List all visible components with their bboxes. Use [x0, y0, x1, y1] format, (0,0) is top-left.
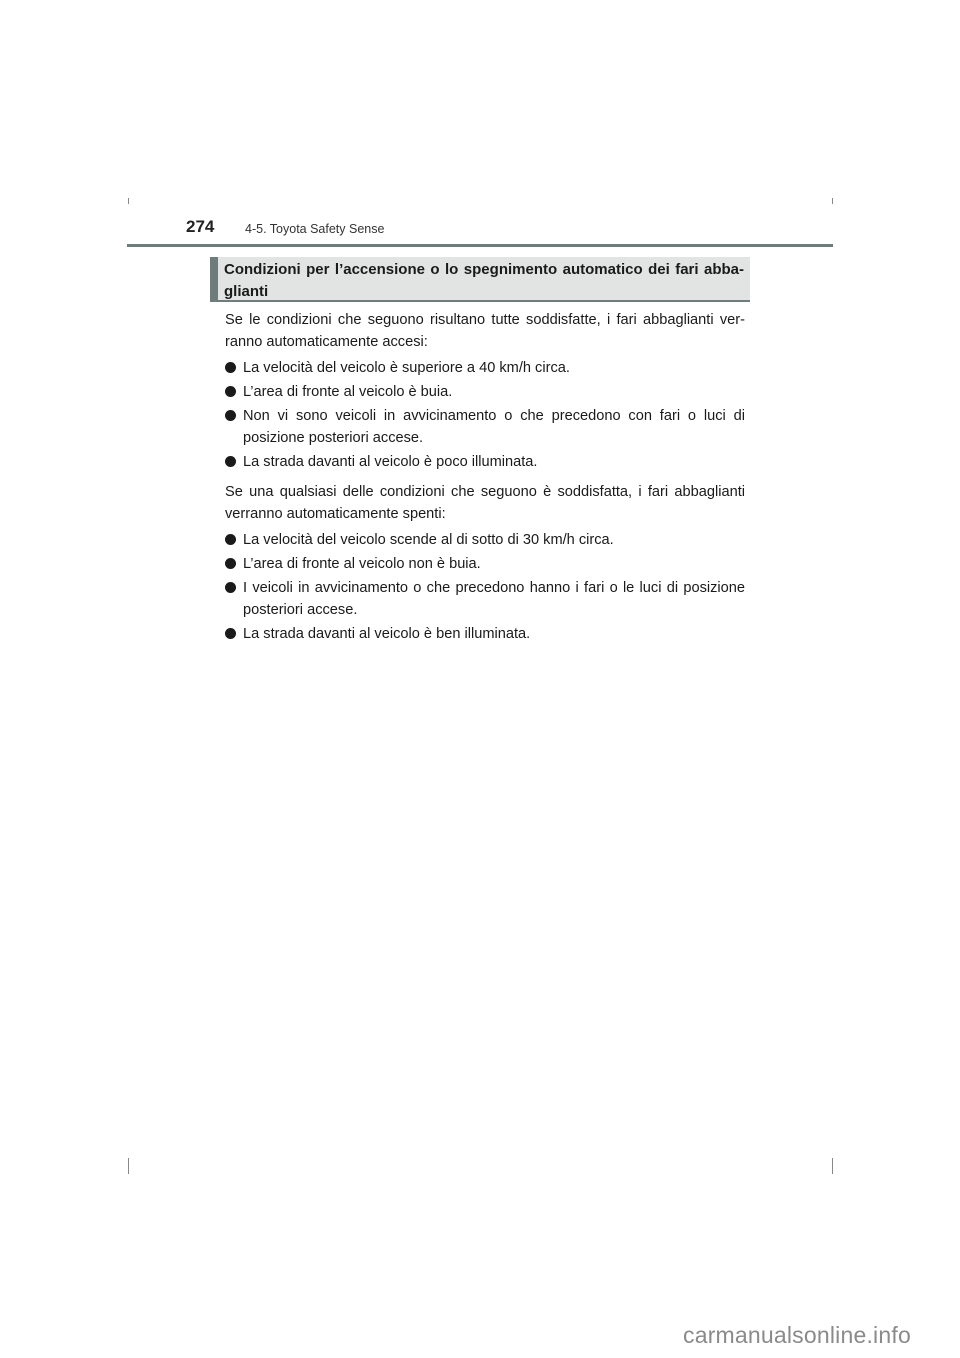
off-conditions-list [225, 529, 745, 645]
watermark: carmanualsonline.info [683, 1322, 911, 1348]
bullet-icon [225, 558, 236, 569]
bullet-icon [225, 582, 236, 593]
crop-mark-top-left [128, 198, 129, 204]
bullet-icon [225, 410, 236, 421]
list-item: I veicoli in avvicinamento o che precedono hanno i fari o le luci di posizione posteriori accese. [225, 577, 745, 621]
section-heading-box [210, 257, 750, 302]
on-conditions-list [225, 357, 745, 473]
crop-mark-bottom-right [832, 1158, 833, 1174]
heading-title: Condizioni per l’accensione o lo spegnimento automatico dei fari abba-glianti [224, 261, 744, 300]
crop-mark-bottom-left [128, 1158, 129, 1174]
page-number: 274 [186, 217, 215, 236]
list-item: La strada davanti al veicolo è ben illuminata. [225, 623, 745, 645]
bullet-icon [225, 628, 236, 639]
on-intro: Se le condizioni che seguono risultano tutte soddisfatte, i fari abbaglianti ver-ranno automaticamente accesi: [225, 312, 745, 350]
bullet-icon [225, 534, 236, 545]
list-item: Non vi sono veicoli in avvicinamento o che precedono con fari o luci di posizione posteriori accese. [225, 405, 745, 449]
list-item: L’area di fronte al veicolo è buia. [225, 381, 745, 403]
list-item: L’area di fronte al veicolo non è buia. [225, 553, 745, 575]
header-rule [127, 244, 833, 247]
list-item: La strada davanti al veicolo è poco illuminata. [225, 451, 745, 473]
heading-accent-bar [210, 257, 218, 302]
section-title: 4-5. Toyota Safety Sense [245, 222, 385, 236]
bullet-icon [225, 386, 236, 397]
list-item: La velocità del veicolo scende al di sotto di 30 km/h circa. [225, 529, 745, 551]
body-content [225, 309, 745, 653]
bullet-icon [225, 362, 236, 373]
list-item: La velocità del veicolo è superiore a 40 km/h circa. [225, 357, 745, 379]
off-intro: Se una qualsiasi delle condizioni che seguono è soddisfatta, i fari abbaglianti verranno automaticamente spenti: [225, 484, 745, 522]
crop-mark-top-right [832, 198, 833, 204]
bullet-icon [225, 456, 236, 467]
